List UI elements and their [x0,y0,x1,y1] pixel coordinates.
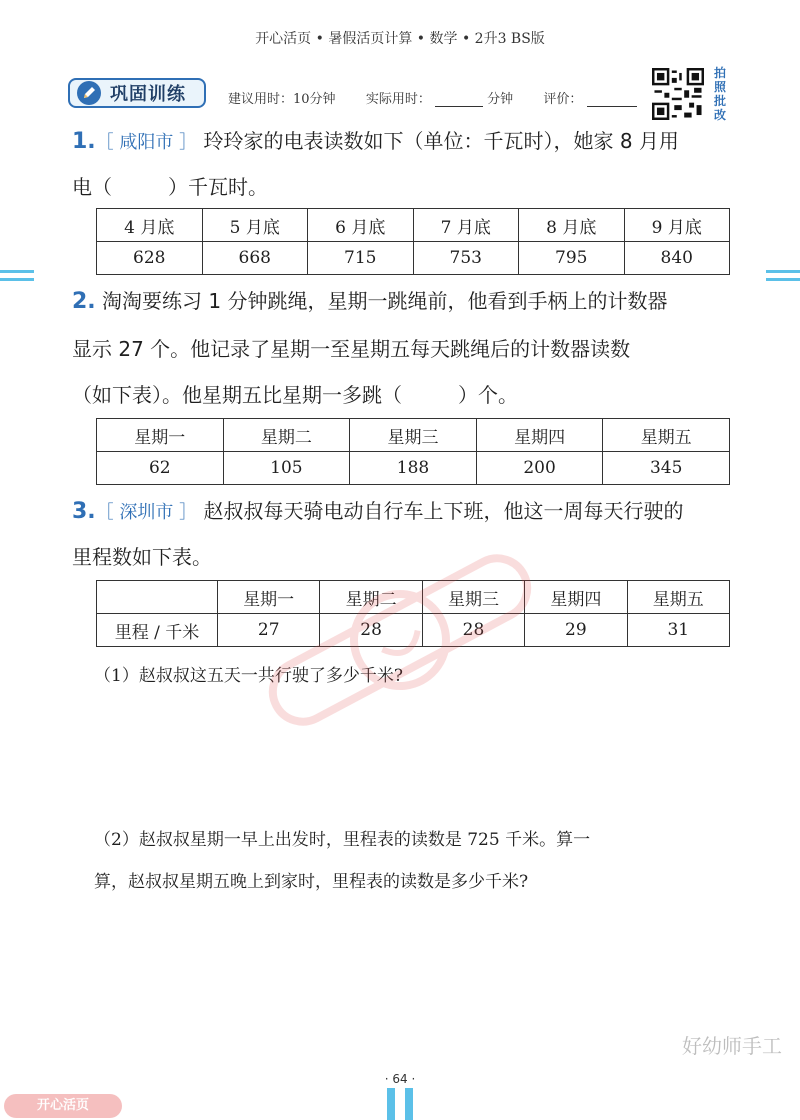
q1-table [96,208,730,275]
q2-text-line3b: ）个。 [458,383,518,407]
source-watermark-text: 好幼师手工 [682,1034,782,1058]
q2-value-cell: 345 [603,452,730,485]
q1-line2 [72,164,742,210]
rating-blank[interactable] [587,106,637,107]
q3-number: 3. [72,499,96,524]
q1-value-cell: 753 [413,242,519,275]
q3-value-cell: 29 [525,614,627,647]
q3-value-cell: 27 [218,614,320,647]
section-badge [68,78,206,108]
q1-value-cell: 840 [624,242,730,275]
q2-line1 [72,278,742,325]
time-bar [228,88,637,107]
q2-text-line3a: （如下表）。他星期五比星期一多跳（ [72,383,402,407]
q1-value-row [97,242,730,275]
q3-header-cell: 星期四 [525,581,627,614]
binding-marks-icon [383,1088,417,1120]
q3-sub2-line1: （2）赵叔叔星期一早上出发时，里程表的读数是 725 千米。算一 [94,830,591,850]
qr-side-text: 拍照批改 [713,66,726,122]
q2-header-cell: 星期四 [476,419,603,452]
q3-header-cell: 星期一 [218,581,320,614]
page-number: · 64 · [384,1072,416,1086]
q3-header-cell: 星期五 [627,581,729,614]
q2-header-row [97,419,730,452]
q2-header-cell: 星期一 [97,419,224,452]
q1-value-cell: 668 [202,242,308,275]
q3-city: ［ 深圳市 ］ [95,502,198,523]
q2-value-cell: 105 [223,452,350,485]
q2-value-cell: 62 [97,452,224,485]
actual-time-label: 实际用时： [365,92,431,107]
q3-text-line2: 里程数如下表。 [72,545,212,569]
q1-city: ［ 咸阳市 ］ [95,132,198,153]
q2-line2 [72,326,742,372]
q2-header-cell: 星期二 [223,419,350,452]
q3-corner-cell [97,581,218,614]
actual-time-blank[interactable] [435,106,483,107]
q2-line3 [72,372,742,418]
q1-header-cell: 9 月底 [624,209,730,242]
q1-header-cell: 6 月底 [308,209,414,242]
q1-header-cell: 8 月底 [519,209,625,242]
q3-value-cell: 31 [627,614,729,647]
q3-sub1: （1）赵叔叔这五天一共行驶了多少千米? [94,666,403,686]
q2-header-cell: 星期三 [350,419,477,452]
q2-text-line2: 显示 27 个。他记录了星期一至星期五每天跳绳后的计数器读数 [72,337,631,361]
publisher-logo-text: 开心活页 [36,1098,89,1113]
q2-text-line1: 淘淘要练习 1 分钟跳绳，星期一跳绳前，他看到手柄上的计数器 [102,289,668,313]
q2-number: 2. [72,289,96,314]
publisher-logo-icon [4,1094,122,1118]
q1-header-cell: 7 月底 [413,209,519,242]
q1-value-cell: 628 [97,242,203,275]
q2-value-cell: 200 [476,452,603,485]
q3-row-label: 里程 / 千米 [97,614,218,647]
q3-value-cell: 28 [320,614,422,647]
pencil-icon [76,80,102,106]
q2-table [96,418,730,485]
q1-line1 [72,118,742,166]
q1-value-cell: 715 [308,242,414,275]
left-margin-mark-icon [0,268,34,284]
q3-text-line1: 赵叔叔每天骑电动自行车上下班，他这一周每天行驶的 [203,499,684,523]
right-margin-mark-icon [766,268,800,284]
section-title: 巩固训练 [110,84,186,105]
book-header-title: 开心活页 • 暑假活页计算 • 数学 • 2升3 BS版 [255,31,545,47]
q1-header-row [97,209,730,242]
qr-code-icon[interactable] [652,68,704,120]
rating-label: 评价： [543,92,583,107]
q1-value-cell: 795 [519,242,625,275]
q2-value-cell: 188 [350,452,477,485]
q3-line1 [72,488,742,536]
q1-header-cell: 5 月底 [202,209,308,242]
q3-sub2-line2: 算，赵叔叔星期五晚上到家时，里程表的读数是多少千米? [94,872,529,892]
q1-text-line2b: ）千瓦时。 [168,175,268,199]
minutes-unit: 分钟 [487,92,514,107]
q3-value-cell: 28 [422,614,524,647]
q1-number: 1. [72,129,96,154]
q2-header-cell: 星期五 [603,419,730,452]
q3-header-cell: 星期二 [320,581,422,614]
q1-text-line1: 玲玲家的电表读数如下（单位：千瓦时），她家 8 月用 [203,129,679,153]
q3-header-cell: 星期三 [422,581,524,614]
watermark-logo-icon [250,540,550,740]
q2-value-row [97,452,730,485]
q1-header-cell: 4 月底 [97,209,203,242]
q1-text-line2a: 电（ [72,175,112,199]
suggested-time: 建议用时：10分钟 [228,92,336,107]
